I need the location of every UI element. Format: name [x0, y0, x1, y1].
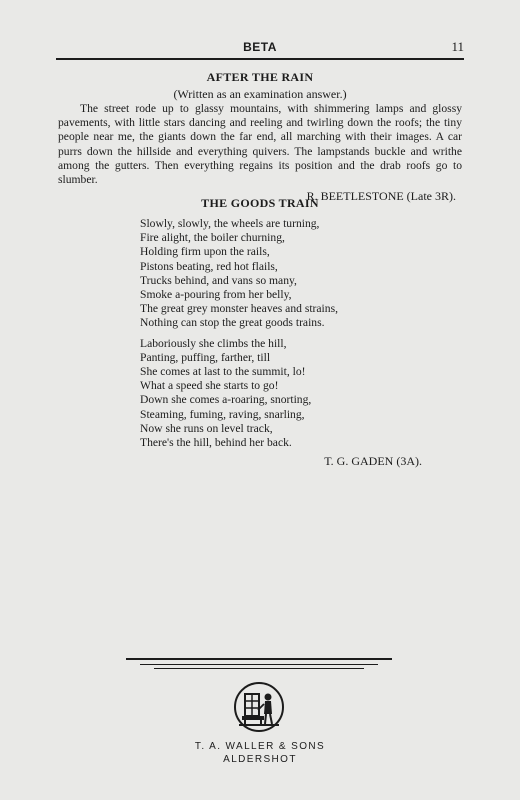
printer-name: T. A. WALLER & SONS [194, 741, 326, 752]
rule-line [154, 668, 364, 669]
poem-line: Fire alight, the boiler churning, [140, 231, 285, 245]
poem-line: She comes at last to the summit, lo! [140, 365, 306, 379]
poem-line: Slowly, slowly, the wheels are turning, [140, 217, 320, 230]
poem-title: THE GOODS TRAIN [201, 196, 319, 210]
printer-town: ALDERSHOT [223, 754, 297, 765]
poem-line: Holding firm upon the rails, [140, 245, 270, 259]
printer-press-icon [233, 681, 285, 733]
article-body: The street rode up to glassy mountains, with shimmering lamps and glossy pavements, with little stars dancing and reeling and twirling down the roofs; the tiny people near me, the giants down the far end, all marching with their images. A car purrs down the hillside and everything quivers. The lampstands buckle and writhe among the gutters. Then everything regains its position and the drab roofs go to slumber. [58, 102, 462, 187]
page-number: 11 [451, 39, 464, 54]
poem-line: Nothing can stop the great goods trains. [140, 316, 325, 330]
poem-line: Panting, puffing, farther, till [140, 350, 271, 364]
article-author: R. BEETLESTONE (Late 3R). [306, 189, 456, 204]
journal-title: BETA [243, 40, 277, 54]
running-header [56, 36, 464, 60]
poem-stanza [140, 217, 462, 331]
printer-imprint [0, 740, 520, 766]
poem-line: Laboriously she climbs the hill, [140, 336, 287, 350]
poem-line: Down she comes a-roaring, snorting, [140, 393, 312, 407]
article-title: AFTER THE RAIN [206, 70, 314, 84]
article-subtitle: (Written as an examination answer.) [173, 87, 347, 101]
rule-line [126, 658, 392, 660]
poem-body [140, 217, 462, 450]
poem-line: What a speed she starts to go! [140, 379, 279, 393]
poem-line: Steaming, fuming, raving, snarling, [140, 407, 305, 421]
poem-line: Now she runs on level track, [140, 421, 273, 435]
poem-the-goods-train [58, 196, 462, 469]
poem-line: Smoke a-pouring from her belly, [140, 288, 292, 302]
ornamental-rules [126, 658, 392, 669]
article-after-the-rain [58, 70, 462, 204]
poem-stanza [140, 337, 462, 451]
poem-author: T. G. GADEN (3A). [324, 454, 422, 469]
poem-line: There's the hill, behind her back. [140, 436, 292, 450]
poem-line: The great grey monster heaves and strains, [140, 302, 338, 316]
poem-line: Pistons beating, red hot flails, [140, 259, 278, 273]
poem-line: Trucks behind, and vans so many, [140, 273, 297, 287]
rule-line [140, 664, 378, 665]
